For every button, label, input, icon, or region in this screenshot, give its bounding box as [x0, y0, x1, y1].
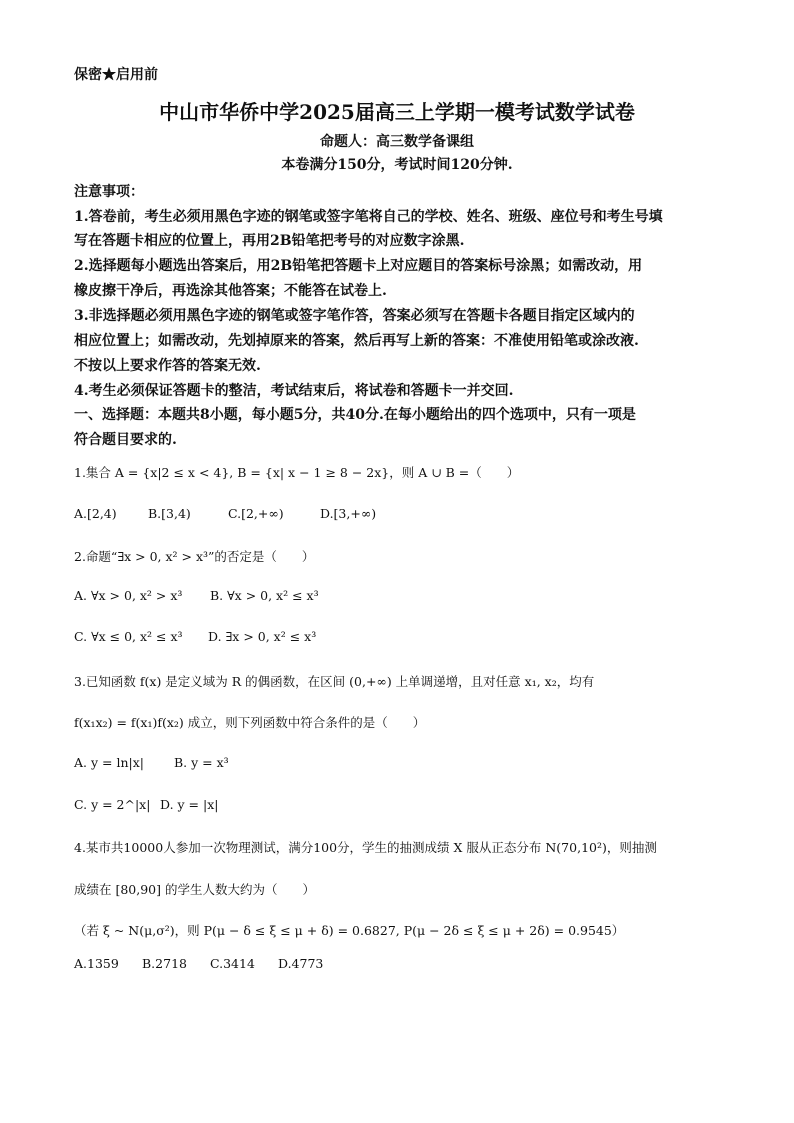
notice-line: 橡皮擦干净后，再选涂其他答案；不能答在试卷上.: [74, 283, 387, 299]
q4-option-c: C.3414: [210, 956, 255, 971]
page-title: 中山市华侨中学2025届高三上学期一模考试数学试卷: [159, 100, 635, 124]
notice-line: 3.非选择题必须用黑色字迹的钢笔或签字笔作答，答案必须写在答题卡各题目指定区域内的: [74, 308, 635, 324]
q4-option-a: A.1359: [74, 956, 119, 971]
notice-line: 写在答题卡相应的位置上，再用2B铅笔把考号的对应数字涂黑.: [74, 233, 465, 249]
notice-line: 不按以上要求作答的答案无效.: [74, 358, 261, 374]
q1-option-a: A.[2,4): [74, 506, 117, 521]
q1-option-b: B.[3,4): [148, 506, 191, 521]
q2-option-d: D. ∃x > 0, x² ≤ x³: [208, 629, 317, 644]
q3-option-d: D. y = |x|: [160, 797, 219, 812]
secret-mark: 保密★启用前: [74, 67, 158, 83]
q2-option-a: A. ∀x > 0, x² > x³: [74, 588, 183, 603]
q1-option-d: D.[3,+∞): [320, 506, 377, 521]
section-heading: 一、选择题：本题共8小题，每小题5分，共40分.在每小题给出的四个选项中，只有一项是: [74, 407, 636, 423]
q3-option-a: A. y = ln|x|: [74, 755, 144, 770]
q3-option-c: C. y = 2^|x|: [74, 797, 151, 812]
question-4-hint: （若 ξ ~ N(μ,σ²)，则 P(μ − δ ≤ ξ ≤ μ + δ) = 0.6827, P(μ − 2δ ≤ ξ ≤ μ + 2δ) = 0.9545）: [74, 923, 625, 938]
question-2-stem: 2.命题“∃x > 0, x² > x³”的否定是（ ）: [74, 549, 315, 564]
q2-option-c: C. ∀x ≤ 0, x² ≤ x³: [74, 629, 183, 644]
notice-line: 1.答卷前，考生必须用黑色字迹的钢笔或签字笔将自己的学校、姓名、班级、座位号和考生号填: [74, 209, 663, 225]
question-3-stem-cont: f(x₁x₂) = f(x₁)f(x₂) 成立，则下列函数中符合条件的是（ ）: [74, 715, 426, 730]
q2-option-b: B. ∀x > 0, x² ≤ x³: [210, 588, 319, 603]
q1-option-c: C.[2,+∞): [228, 506, 284, 521]
q3-option-b: B. y = x³: [174, 755, 229, 770]
question-4-stem: 4.某市共10000人参加一次物理测试，满分100分，学生的抽测成绩 X 服从正态分布 N(70,10²)，则抽测: [74, 840, 657, 855]
question-1-stem: 1.集合 A = {x|2 ≤ x < 4}, B = {x| x − 1 ≥ 8 − 2x}，则 A ∪ B =（ ）: [74, 465, 520, 480]
q4-option-d: D.4773: [278, 956, 324, 971]
notice-line: 4.考生必须保证答题卡的整洁，考试结束后，将试卷和答题卡一并交回.: [74, 383, 514, 399]
q4-option-b: B.2718: [142, 956, 187, 971]
notice-heading: 注意事项：: [74, 184, 144, 200]
score-time-line: 本卷满分150分，考试时间120分钟.: [281, 157, 513, 173]
notice-line: 2.选择题每小题选出答案后，用2B铅笔把答题卡上对应题目的答案标号涂黑；如需改动，用: [74, 258, 643, 274]
section-heading-cont: 符合题目要求的.: [74, 432, 177, 448]
question-3-stem: 3.已知函数 f(x) 是定义域为 R 的偶函数，在区间 (0,+∞) 上单调递增，且对任意 x₁, x₂，均有: [74, 674, 595, 689]
notice-line: 相应位置上；如需改动，先划掉原来的答案，然后再写上新的答案：不准使用铅笔或涂改液.: [74, 333, 639, 349]
question-4-stem-cont: 成绩在 [80,90] 的学生人数大约为（ ）: [74, 882, 315, 897]
author-line: 命题人：高三数学备课组: [320, 134, 474, 150]
